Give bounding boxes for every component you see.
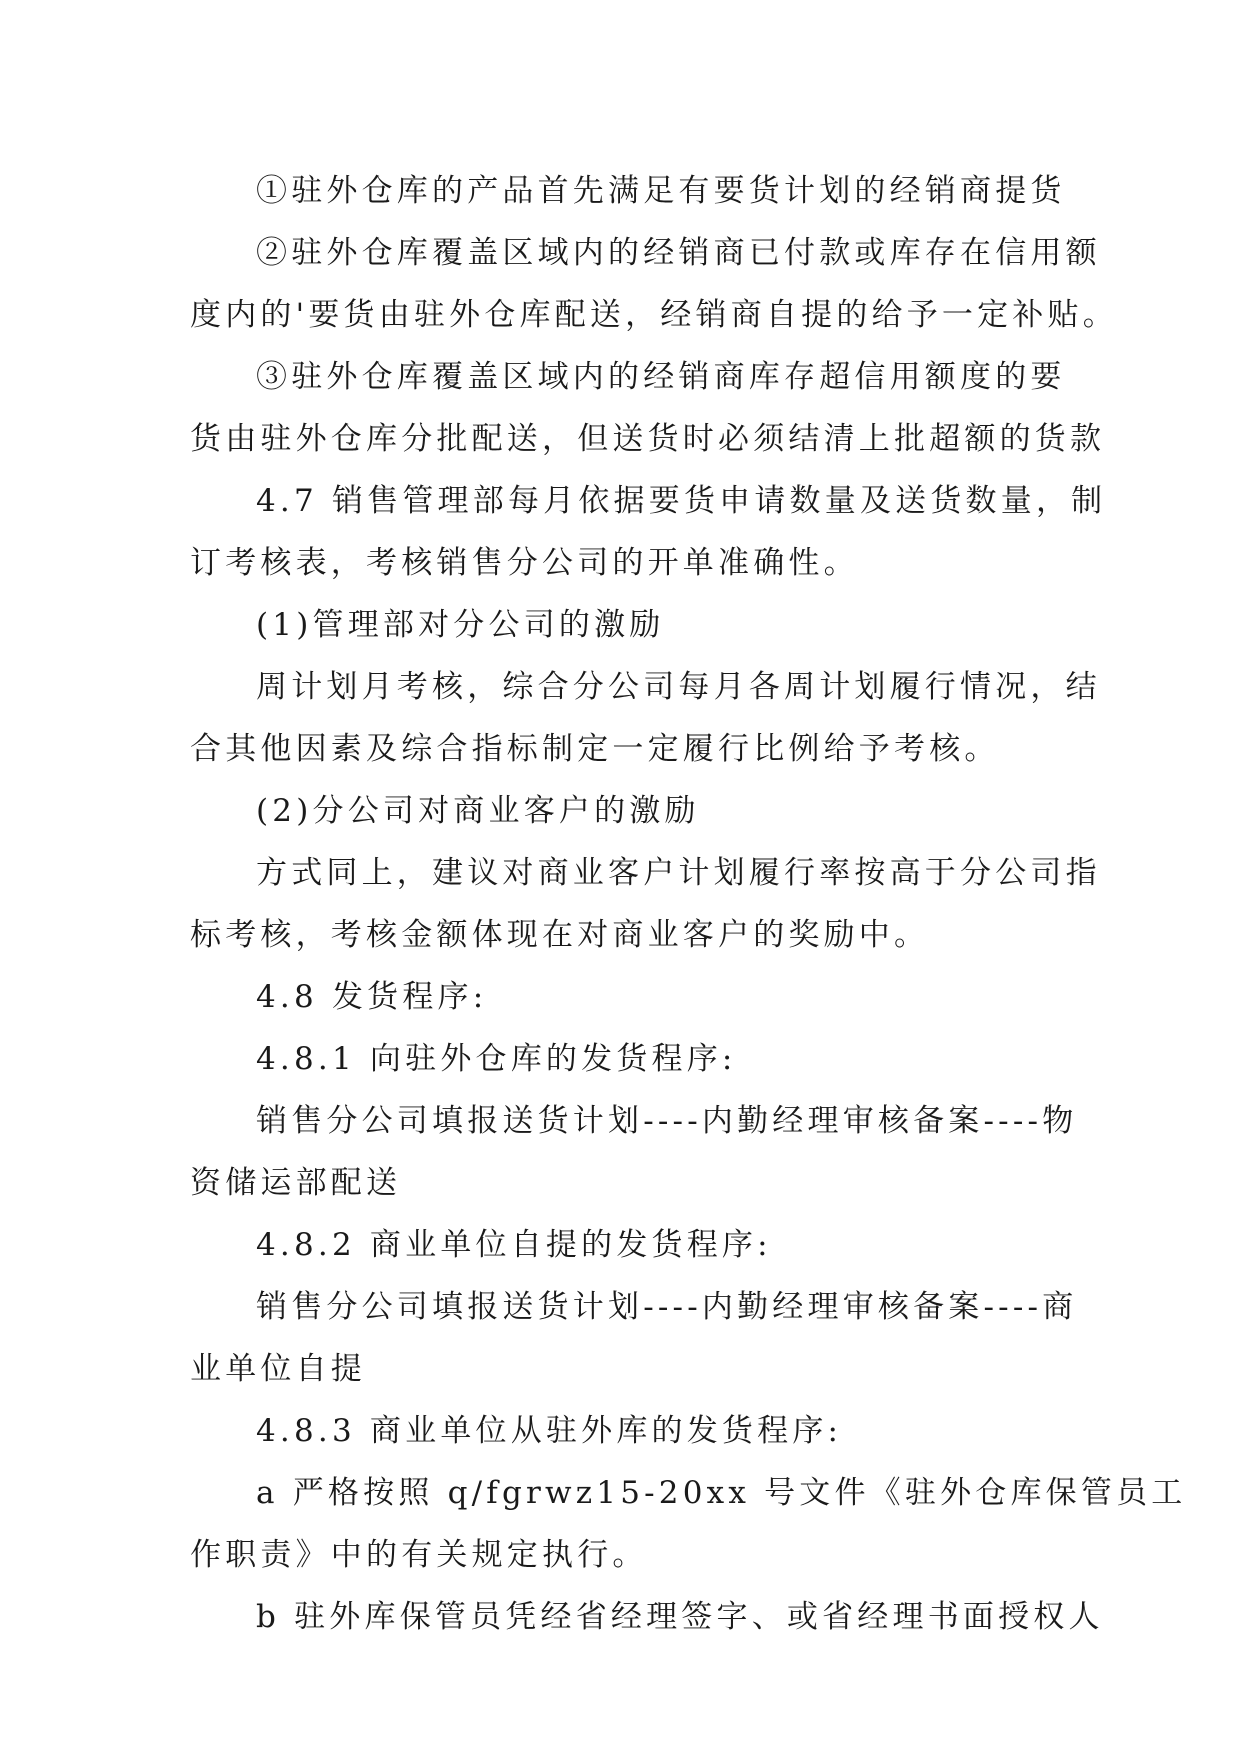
paragraph-line: 周计划月考核，综合分公司每月各周计划履行情况，结 (256, 669, 1101, 705)
paragraph-line: 作职责》中的有关规定执行。 (190, 1537, 648, 1573)
paragraph-line: 销售分公司填报送货计划----内勤经理审核备案----物 (256, 1103, 1078, 1139)
section-heading: (2)分公司对商业客户的激励 (256, 793, 700, 829)
section-heading: 4.8.2 商业单位自提的发货程序: (256, 1227, 772, 1263)
paragraph-line: 方式同上，建议对商业客户计划履行率按高于分公司指 (256, 855, 1101, 891)
paragraph-line: 业单位自提 (190, 1351, 366, 1387)
paragraph-line: 资储运部配送 (190, 1165, 402, 1201)
section-heading: 4.8.1 向驻外仓库的发货程序: (256, 1041, 737, 1077)
paragraph-line: 标考核，考核金额体现在对商业客户的奖励中。 (190, 917, 930, 953)
paragraph-line: 合其他因素及综合指标制定一定履行比例给予考核。 (190, 731, 1000, 767)
paragraph-line: 度内的'要货由驻外仓库配送，经销商自提的给予一定补贴。 (190, 297, 1118, 333)
paragraph-line: 货由驻外仓库分批配送，但送货时必须结清上批超额的货款 (190, 421, 1106, 457)
paragraph-line: b 驻外库保管员凭经省经理签字、或省经理书面授权人 (256, 1599, 1104, 1635)
paragraph-line: 4.7 销售管理部每月依据要货申请数量及送货数量，制 (256, 483, 1107, 519)
section-heading: 4.8.3 商业单位从驻外库的发货程序: (256, 1413, 843, 1449)
section-heading: (1)管理部对分公司的激励 (256, 607, 665, 643)
paragraph-line: ③驻外仓库覆盖区域内的经销商库存超信用额度的要 (256, 359, 1066, 395)
document-body (190, 160, 1187, 1648)
paragraph-line: 订考核表，考核销售分公司的开单准确性。 (190, 545, 859, 581)
paragraph-line: ②驻外仓库覆盖区域内的经销商已付款或库存在信用额 (256, 235, 1101, 271)
paragraph-line: 销售分公司填报送货计划----内勤经理审核备案----商 (256, 1289, 1078, 1325)
paragraph-line: ①驻外仓库的产品首先满足有要货计划的经销商提货 (256, 173, 1066, 209)
section-heading: 4.8 发货程序: (256, 979, 488, 1015)
paragraph-line: a 严格按照 q/fgrwz15-20xx 号文件《驻外仓库保管员工 (256, 1475, 1187, 1511)
